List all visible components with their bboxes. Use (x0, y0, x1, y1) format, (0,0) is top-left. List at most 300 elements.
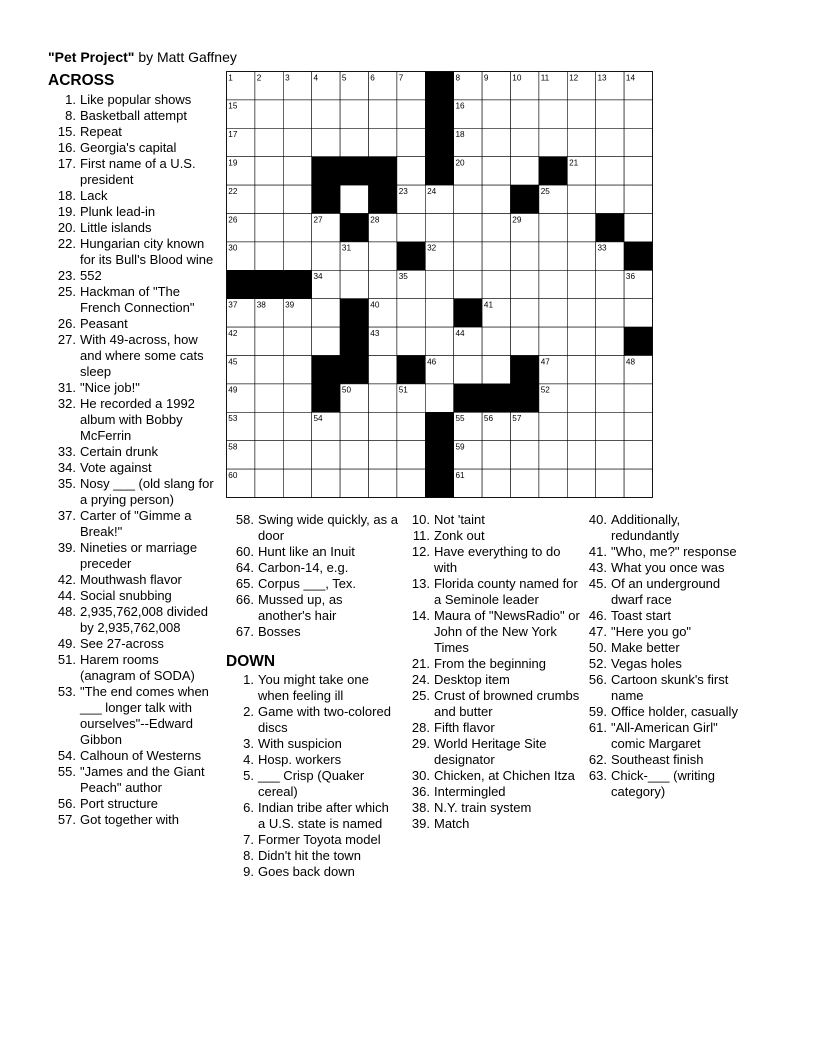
grid-cell[interactable] (397, 412, 425, 440)
grid-cell[interactable] (567, 356, 595, 384)
clue-column-4 (586, 512, 751, 800)
grid-cell[interactable] (567, 100, 595, 128)
clue-text: Goes back down (258, 864, 355, 879)
clue-text: Desktop item (434, 672, 510, 687)
grid-cell[interactable] (539, 469, 567, 497)
grid-cell[interactable] (567, 242, 595, 270)
clue-number: 39. (57, 540, 76, 555)
grid-cell[interactable] (539, 412, 567, 440)
clue-number: 1. (65, 92, 76, 107)
across-clue (48, 684, 216, 748)
grid-cell[interactable] (312, 128, 340, 156)
cell-number: 48 (625, 357, 636, 367)
across-clue (48, 540, 216, 572)
grid-cell[interactable] (596, 100, 624, 128)
grid-cell[interactable] (283, 327, 311, 355)
puzzle-title-line (48, 49, 237, 65)
grid-cell[interactable] (283, 469, 311, 497)
clue-number: 24. (411, 672, 430, 687)
puzzle-byline: by Matt Gaffney (138, 49, 237, 65)
clue-number: 19. (57, 204, 76, 219)
grid-cell[interactable] (482, 128, 510, 156)
grid-cell[interactable] (369, 242, 397, 270)
cell-number: 34 (313, 272, 323, 282)
grid-block (255, 270, 283, 298)
grid-cell[interactable] (425, 299, 453, 327)
grid-cell[interactable] (596, 299, 624, 327)
clue-text: "All-American Girl" comic Margaret (611, 720, 718, 751)
across-clue (48, 108, 216, 124)
grid-cell[interactable] (283, 441, 311, 469)
grid-cell[interactable] (283, 356, 311, 384)
clue-number: 6. (243, 800, 254, 815)
grid-cell[interactable] (482, 356, 510, 384)
cell-number: 20 (455, 158, 465, 168)
cell-number: 18 (455, 130, 465, 140)
grid-cell[interactable] (369, 128, 397, 156)
grid-cell[interactable] (425, 270, 453, 298)
grid-cell[interactable] (255, 128, 283, 156)
grid-cell[interactable] (567, 441, 595, 469)
clue-text: Nosy ___ (old slang for a prying person) (80, 476, 214, 507)
grid-cell[interactable] (511, 327, 539, 355)
grid-cell[interactable] (340, 469, 368, 497)
grid-cell[interactable] (283, 157, 311, 185)
grid-cell[interactable] (567, 384, 595, 412)
grid-cell[interactable] (312, 299, 340, 327)
clue-number: 55. (57, 764, 76, 779)
cell-number: 61 (455, 470, 465, 480)
across-clue (48, 284, 216, 316)
grid-cell[interactable] (596, 356, 624, 384)
clue-text: ___ Crisp (Quaker cereal) (258, 768, 365, 799)
grid-block (482, 384, 510, 412)
grid-cell[interactable] (624, 185, 652, 213)
grid-cell[interactable] (454, 270, 482, 298)
clue-text: Mouthwash flavor (80, 572, 182, 587)
grid-cell[interactable] (539, 441, 567, 469)
clue-number: 8. (65, 108, 76, 123)
grid-cell[interactable] (596, 469, 624, 497)
grid-cell[interactable] (567, 214, 595, 242)
across-clue (48, 604, 216, 636)
clue-number: 14. (411, 608, 430, 623)
clue-number: 65. (235, 576, 254, 591)
down-clue (410, 608, 580, 656)
cell-number: 57 (512, 414, 522, 424)
grid-cell[interactable] (312, 100, 340, 128)
down-clue (410, 784, 580, 800)
grid-block (596, 214, 624, 242)
across-clue (48, 92, 216, 108)
clue-number: 54. (57, 748, 76, 763)
grid-cell[interactable] (511, 441, 539, 469)
grid-cell[interactable] (283, 384, 311, 412)
down-clue (226, 864, 398, 880)
clue-text: Additionally, redundantly (611, 512, 681, 543)
clue-number: 8. (243, 848, 254, 863)
grid-cell[interactable] (539, 327, 567, 355)
clue-number: 21. (411, 656, 430, 671)
grid-cell[interactable] (255, 100, 283, 128)
grid-cell[interactable] (255, 441, 283, 469)
clue-number: 36. (411, 784, 430, 799)
grid-cell[interactable] (369, 441, 397, 469)
cell-number: 19 (228, 158, 238, 168)
grid-cell[interactable] (340, 412, 368, 440)
clue-text: 552 (80, 268, 102, 283)
grid-cell[interactable] (624, 128, 652, 156)
grid-cell[interactable] (425, 327, 453, 355)
cell-number: 42 (228, 328, 238, 338)
clue-text: "Who, me?" response (611, 544, 737, 559)
across-clue (48, 652, 216, 684)
clue-text: Game with two-colored discs (258, 704, 391, 735)
grid-block (511, 356, 539, 384)
clue-column-1 (48, 92, 216, 828)
clue-number: 38. (411, 800, 430, 815)
clue-number: 62. (588, 752, 607, 767)
grid-cell[interactable] (397, 128, 425, 156)
grid-cell[interactable] (255, 185, 283, 213)
grid-cell[interactable] (482, 242, 510, 270)
cell-number: 8 (455, 73, 461, 83)
cell-number: 55 (455, 414, 465, 424)
grid-block (312, 185, 340, 213)
clue-text: See 27-across (80, 636, 164, 651)
grid-cell[interactable] (511, 299, 539, 327)
grid-cell[interactable] (482, 270, 510, 298)
clue-text: Vote against (80, 460, 152, 475)
down-clue (586, 768, 751, 800)
clue-number: 18. (57, 188, 76, 203)
grid-cell[interactable] (369, 356, 397, 384)
grid-cell[interactable] (482, 441, 510, 469)
across-clue (48, 124, 216, 140)
grid-cell[interactable] (567, 270, 595, 298)
grid-cell[interactable] (425, 214, 453, 242)
down-clue (586, 544, 751, 560)
clue-text: Bosses (258, 624, 301, 639)
grid-cell[interactable] (567, 128, 595, 156)
grid-cell[interactable] (312, 469, 340, 497)
clue-number: 5. (243, 768, 254, 783)
grid-cell[interactable] (369, 100, 397, 128)
grid-cell[interactable] (596, 185, 624, 213)
clue-text: You might take one when feeling ill (258, 672, 369, 703)
clue-number: 53. (57, 684, 76, 699)
grid-cell[interactable] (596, 128, 624, 156)
grid-cell[interactable] (340, 100, 368, 128)
down-clue (410, 720, 580, 736)
down-clue (410, 736, 580, 768)
grid-cell[interactable] (624, 469, 652, 497)
grid-cell[interactable] (567, 299, 595, 327)
grid-block (340, 157, 368, 185)
clue-text: Office holder, casually (611, 704, 738, 719)
cell-number: 32 (427, 243, 437, 253)
clue-text: "James and the Giant Peach" author (80, 764, 205, 795)
cell-number: 11 (540, 73, 550, 83)
clue-text: Basketball attempt (80, 108, 187, 123)
grid-cell[interactable] (596, 327, 624, 355)
clue-number: 37. (57, 508, 76, 523)
grid-cell[interactable] (369, 270, 397, 298)
grid-cell[interactable] (482, 100, 510, 128)
across-clue (48, 796, 216, 812)
down-clue (226, 800, 398, 832)
clue-number: 48. (57, 604, 76, 619)
grid-cell[interactable] (539, 100, 567, 128)
grid-cell[interactable] (283, 214, 311, 242)
grid-cell[interactable] (511, 469, 539, 497)
grid-cell[interactable] (596, 384, 624, 412)
across-clue (48, 220, 216, 236)
grid-cell[interactable] (255, 356, 283, 384)
clue-text: From the beginning (434, 656, 547, 671)
grid-cell[interactable] (511, 242, 539, 270)
clue-text: With suspicion (258, 736, 342, 751)
grid-cell[interactable] (596, 441, 624, 469)
grid-cell[interactable] (539, 128, 567, 156)
grid-cell[interactable] (539, 299, 567, 327)
across-clue (48, 476, 216, 508)
grid-cell[interactable] (454, 185, 482, 213)
clue-text: "The end comes when ___ longer talk with ourselves"--Edward Gibbon (80, 684, 209, 747)
grid-cell[interactable] (624, 214, 652, 242)
down-clue (410, 528, 580, 544)
grid-cell[interactable] (312, 327, 340, 355)
grid-cell[interactable] (511, 100, 539, 128)
grid-cell[interactable] (312, 441, 340, 469)
grid-cell[interactable] (511, 157, 539, 185)
down-clue (586, 752, 751, 768)
clue-text: 2,935,762,008 divided by 2,935,762,008 (80, 604, 208, 635)
grid-cell[interactable] (567, 185, 595, 213)
down-clue (586, 672, 751, 704)
across-clue (226, 544, 398, 560)
cell-number: 10 (512, 73, 522, 83)
clue-number: 50. (588, 640, 607, 655)
down-clue (586, 720, 751, 752)
clue-number: 49. (57, 636, 76, 651)
cell-number: 50 (341, 385, 352, 395)
grid-cell[interactable] (283, 242, 311, 270)
grid-cell[interactable] (624, 100, 652, 128)
clue-number: 39. (411, 816, 430, 831)
grid-cell[interactable] (624, 299, 652, 327)
clue-text: "Nice job!" (80, 380, 140, 395)
clue-text: Fifth flavor (434, 720, 495, 735)
grid-cell[interactable] (454, 214, 482, 242)
clue-number: 64. (235, 560, 254, 575)
clue-number: 61. (588, 720, 607, 735)
grid-cell[interactable] (482, 185, 510, 213)
cell-number: 59 (455, 442, 465, 452)
across-clue (48, 444, 216, 460)
grid-cell[interactable] (596, 412, 624, 440)
clue-text: Hosp. workers (258, 752, 342, 767)
grid-cell[interactable] (567, 469, 595, 497)
grid-cell[interactable] (596, 157, 624, 185)
cell-number: 14 (625, 73, 636, 83)
grid-cell[interactable] (255, 157, 283, 185)
grid-cell[interactable] (397, 214, 425, 242)
clue-text: Zonk out (434, 528, 485, 543)
grid-cell[interactable] (425, 384, 453, 412)
grid-cell[interactable] (369, 469, 397, 497)
clue-text: Carbon-14, e.g. (258, 560, 349, 575)
down-clue (586, 608, 751, 624)
grid-block (454, 299, 482, 327)
cell-number: 30 (228, 243, 238, 253)
clue-number: 40. (588, 512, 607, 527)
grid-cell[interactable] (312, 242, 340, 270)
grid-cell[interactable] (624, 384, 652, 412)
grid-cell[interactable] (624, 441, 652, 469)
grid-cell[interactable] (255, 242, 283, 270)
grid-cell[interactable] (283, 128, 311, 156)
grid-cell[interactable] (539, 242, 567, 270)
grid-cell[interactable] (283, 100, 311, 128)
clue-number: 59. (588, 704, 607, 719)
across-clue (48, 572, 216, 588)
across-clue (226, 576, 398, 592)
grid-cell[interactable] (397, 441, 425, 469)
grid-cell[interactable] (369, 384, 397, 412)
clue-number: 25. (411, 688, 430, 703)
clue-number: 13. (411, 576, 430, 591)
cell-number: 12 (569, 73, 579, 83)
grid-cell[interactable] (454, 242, 482, 270)
grid-cell[interactable] (482, 157, 510, 185)
cell-number: 46 (427, 357, 437, 367)
grid-cell[interactable] (340, 270, 368, 298)
clue-number: 60. (235, 544, 254, 559)
across-clue (226, 592, 398, 624)
grid-cell[interactable] (340, 128, 368, 156)
grid-block (425, 412, 453, 440)
clue-number: 67. (235, 624, 254, 639)
down-clue (226, 736, 398, 752)
cell-number: 2 (256, 73, 262, 83)
clue-number: 52. (588, 656, 607, 671)
grid-cell[interactable] (340, 185, 368, 213)
grid-cell[interactable] (567, 327, 595, 355)
grid-cell[interactable] (567, 412, 595, 440)
across-clue (48, 764, 216, 796)
grid-cell[interactable] (539, 214, 567, 242)
clue-text: Toast start (611, 608, 671, 623)
clue-text: First name of a U.S. president (80, 156, 196, 187)
cell-number: 36 (625, 272, 636, 282)
across-clue (226, 560, 398, 576)
grid-cell[interactable] (369, 412, 397, 440)
clue-text: Not 'taint (434, 512, 485, 527)
cell-number: 25 (540, 186, 550, 196)
grid-cell[interactable] (454, 356, 482, 384)
grid-block (425, 441, 453, 469)
grid-block (340, 299, 368, 327)
clue-text: Make better (611, 640, 680, 655)
grid-cell[interactable] (255, 384, 283, 412)
cell-number: 23 (398, 186, 408, 196)
down-clue (226, 832, 398, 848)
grid-cell[interactable] (397, 100, 425, 128)
grid-block (340, 327, 368, 355)
grid-block (340, 214, 368, 242)
clue-number: 9. (243, 864, 254, 879)
clue-number: 27. (57, 332, 76, 347)
grid-cell[interactable] (340, 441, 368, 469)
clue-number: 29. (411, 736, 430, 751)
grid-cell[interactable] (255, 327, 283, 355)
clue-number: 12. (411, 544, 430, 559)
grid-cell[interactable] (624, 412, 652, 440)
clue-text: Match (434, 816, 470, 831)
grid-cell[interactable] (482, 469, 510, 497)
grid-cell[interactable] (255, 214, 283, 242)
grid-block (312, 384, 340, 412)
grid-cell[interactable] (482, 214, 510, 242)
clue-number: 22. (57, 236, 76, 251)
grid-cell[interactable] (397, 327, 425, 355)
down-clue (586, 656, 751, 672)
grid-cell[interactable] (482, 327, 510, 355)
across-clue (48, 316, 216, 332)
cell-number: 38 (256, 300, 266, 310)
grid-cell[interactable] (511, 270, 539, 298)
grid-cell[interactable] (596, 270, 624, 298)
grid-cell[interactable] (539, 270, 567, 298)
grid-block (369, 185, 397, 213)
down-clue (410, 576, 580, 608)
grid-cell[interactable] (283, 185, 311, 213)
across-clue (48, 236, 216, 268)
down-clue (226, 752, 398, 768)
clue-text: Hungarian city known for its Bull's Blood wine (80, 236, 214, 267)
clue-text: N.Y. train system (434, 800, 532, 815)
grid-cell[interactable] (624, 157, 652, 185)
grid-block (425, 157, 453, 185)
cell-number: 37 (228, 300, 238, 310)
clue-number: 10. (411, 512, 430, 527)
grid-cell[interactable] (397, 469, 425, 497)
grid-cell[interactable] (511, 128, 539, 156)
grid-block (397, 356, 425, 384)
clue-number: 41. (588, 544, 607, 559)
across-clue (48, 588, 216, 604)
clue-text: Hackman of "The French Connection" (80, 284, 195, 315)
grid-cell[interactable] (397, 299, 425, 327)
grid-cell[interactable] (283, 412, 311, 440)
grid-cell[interactable] (397, 157, 425, 185)
cell-number: 16 (455, 101, 465, 111)
down-clue (410, 688, 580, 720)
clue-text: What you once was (611, 560, 725, 575)
grid-cell[interactable] (255, 412, 283, 440)
cell-number: 6 (370, 73, 375, 83)
clue-number: 57. (57, 812, 76, 827)
across-clue (226, 624, 398, 640)
across-clue (48, 460, 216, 476)
cell-number: 9 (483, 73, 489, 83)
clue-text: Little islands (80, 220, 152, 235)
cell-number: 44 (455, 328, 465, 338)
grid-cell[interactable] (255, 469, 283, 497)
clue-text: Mussed up, as another's hair (258, 592, 343, 623)
clue-text: Southeast finish (611, 752, 704, 767)
